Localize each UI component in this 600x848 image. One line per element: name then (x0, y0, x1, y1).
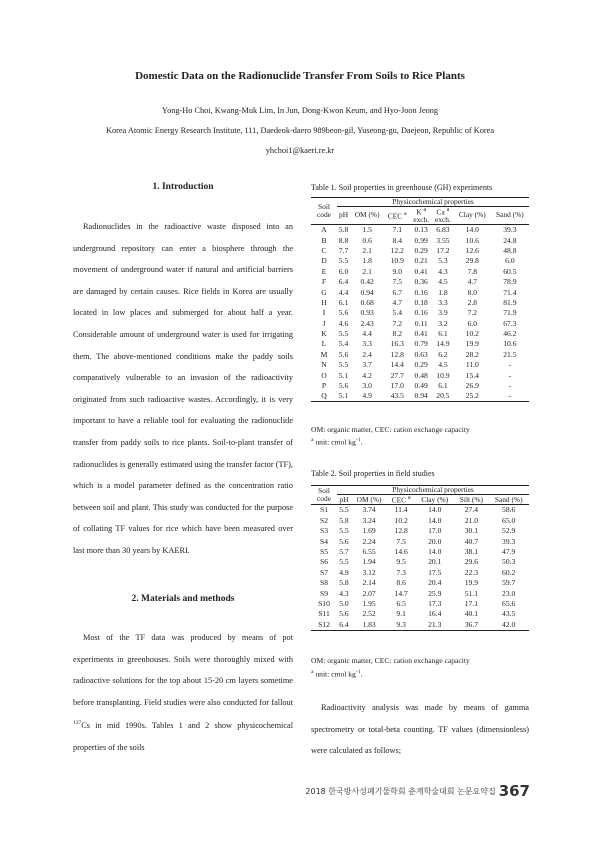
table-cell: 17.1 (464, 598, 479, 608)
table2-header-silt: Silt (%) (459, 494, 483, 504)
table-cell: 27.4 (454, 505, 488, 516)
table-cell: N (321, 360, 327, 370)
table-cell: P (321, 381, 327, 391)
table-cell: 4.7 (392, 297, 403, 307)
table-cell: 6.0 (467, 318, 478, 328)
table-cell: 29.8 (465, 256, 479, 266)
table-cell: 0.48 (414, 370, 428, 380)
table2 (311, 485, 529, 631)
table-cell: 6.0 (338, 266, 349, 276)
table-cell: 7.1 (384, 224, 410, 235)
table-cell: 5.5 (338, 360, 349, 370)
table-cell: 8.4 (392, 235, 403, 245)
table-cell: 0.29 (414, 360, 428, 370)
table-cell: S3 (319, 526, 329, 536)
table-cell: 6.4 (338, 277, 349, 287)
table-cell: 17.2 (436, 245, 450, 255)
table-cell: 25.9 (428, 588, 442, 598)
methods-text-b: Cs in mid 1990s. Tables 1 and 2 show physicochemical properties of the soils (73, 721, 293, 752)
table-cell: 71.9 (503, 308, 517, 318)
table-row (311, 287, 529, 297)
table-cell: 8.0 (467, 287, 478, 297)
table1-header-sand: Sand (%) (496, 210, 524, 220)
table-cell: 51.1 (464, 588, 479, 598)
table-cell: 5.6 (338, 349, 349, 359)
table-row (311, 339, 529, 349)
table2-header-physicochemical: Physicochemical properties (337, 486, 529, 495)
table-cell: 11.4 (387, 505, 415, 516)
table-cell: 0.16 (414, 287, 428, 297)
table1-header-clay: Clay (%) (458, 210, 486, 220)
affiliation: Korea Atomic Energy Research Institute, 111, Daedeok-daero 989beon-gil, Yuseong-gu, Daejeon, Republic of Korea (105, 126, 495, 135)
table-row (311, 235, 529, 245)
table-cell: 6.83 (432, 224, 454, 235)
table1-header-cec: CEC $^a$ (387, 210, 407, 221)
table-cell: 5.4 (392, 308, 403, 318)
table-cell: 7.3 (396, 567, 406, 577)
table2-header-cec: CEC $^a$ (391, 494, 411, 505)
table-cell: 3.2 (438, 318, 448, 328)
table-cell: 52.9 (502, 526, 516, 536)
table1-body (311, 224, 529, 402)
table-cell: 7.8 (467, 266, 478, 276)
table-cell: B (321, 235, 327, 245)
table-cell: 67.3 (503, 318, 517, 328)
footer-text: 2018 한국방사성폐기물학회 춘계학술대회 논문요약집 (305, 787, 496, 796)
table-cell: 5.6 (339, 609, 349, 619)
table-cell: 5.8 (339, 578, 349, 588)
table-cell: D (321, 256, 327, 266)
table2-caption: Table 2. Soil properties in field studies (311, 469, 435, 478)
table-cell: 7.2 (467, 308, 478, 318)
table-cell: 0.21 (414, 256, 428, 266)
methods-paragraph (73, 627, 293, 758)
table-cell: 3.55 (436, 235, 450, 245)
table-cell: 14.6 (394, 546, 408, 556)
table-cell: 5.8 (338, 225, 349, 235)
table-cell: 0.16 (414, 308, 428, 318)
table-cell: 0.93 (360, 308, 374, 318)
table-cell: 0.99 (414, 235, 428, 245)
table2-note-abbrev: OM: organic matter, CEC: cation exchange capacity (311, 656, 470, 665)
table2-header-om: OM (%) (356, 494, 382, 504)
table-cell: 60.5 (503, 266, 517, 276)
table-cell: 3.0 (362, 381, 372, 391)
table-cell: C (321, 245, 327, 255)
author-email: yhchoi1@kaeri.re.kr (265, 146, 335, 155)
table-row (311, 588, 529, 598)
table-cell: 0.63 (414, 349, 428, 359)
table-cell: 4.3 (339, 588, 349, 598)
table-cell: 24.8 (503, 235, 517, 245)
table2-header-ph: pH (339, 494, 349, 504)
table-cell: 4.7 (467, 277, 478, 287)
table-cell: 46.2 (503, 329, 517, 339)
table-cell: 47.9 (502, 546, 516, 556)
table-cell: 12.8 (390, 349, 404, 359)
table-cell: S7 (319, 567, 329, 577)
table-row (311, 246, 529, 256)
table-cell: S10 (318, 598, 330, 608)
table-cell: 0.41 (414, 329, 428, 339)
table-cell: 5.1 (338, 370, 349, 380)
paper-title: Domestic Data on the Radionuclide Transfer From Soils to Rice Plants (135, 70, 465, 82)
table-cell: 38.1 (464, 546, 479, 556)
table-cell: S4 (319, 536, 329, 546)
table-row (311, 526, 529, 536)
table-cell: 19.9 (464, 578, 479, 588)
table-cell: J (322, 318, 326, 328)
table-cell: 28.2 (465, 349, 479, 359)
table-cell: S2 (319, 515, 329, 525)
table-cell: 5.5 (338, 256, 349, 266)
table-cell: S5 (319, 546, 329, 556)
table-cell: M (320, 349, 328, 359)
table-row (311, 515, 529, 525)
table-cell: 6.2 (438, 349, 448, 359)
table-row (311, 391, 529, 402)
table-cell: 17.3 (428, 598, 442, 608)
table-cell: 9.1 (396, 609, 406, 619)
table-cell: 9.0 (392, 266, 403, 276)
table1-header-ca: Ca $^a$ exch. (435, 206, 451, 224)
table-cell: L (321, 339, 327, 349)
table-cell: 1.94 (362, 557, 376, 567)
table-cell: 14.9 (436, 339, 450, 349)
table-cell: - (508, 391, 512, 401)
table-cell: 58.6 (488, 505, 529, 516)
table-cell: 2.8 (467, 297, 478, 307)
table-cell: S6 (319, 557, 329, 567)
table1-header-om: OM (%) (354, 210, 380, 220)
table-cell: 65.0 (502, 515, 516, 525)
table-cell: 8.8 (338, 235, 349, 245)
table-cell: 30.1 (464, 526, 479, 536)
table-cell: 9.5 (396, 557, 406, 567)
table-row (311, 308, 529, 318)
table-cell: 17.0 (428, 526, 442, 536)
table-cell: 15.4 (465, 370, 479, 380)
table-cell: F (321, 277, 327, 287)
table-cell: 0.36 (414, 277, 428, 287)
table-cell: 2.4 (362, 349, 372, 359)
table-row (311, 505, 529, 516)
table2-header-soil-code: Soil code (317, 486, 331, 503)
table-cell: 6.7 (392, 287, 403, 297)
table-cell: O (321, 370, 327, 380)
table-cell: 36.7 (464, 619, 479, 629)
table-cell: 5.6 (339, 536, 349, 546)
table-cell: S11 (318, 609, 330, 619)
table-cell: 4.9 (339, 567, 349, 577)
table-cell: 2.1 (362, 266, 372, 276)
table-cell: 1.83 (362, 619, 376, 629)
table2-body (311, 505, 529, 631)
table-cell: 39.3 (491, 224, 529, 235)
table-cell: 5.4 (338, 339, 349, 349)
table-cell: K (321, 329, 327, 339)
table-cell: 5.8 (339, 515, 349, 525)
table-cell: 42.0 (502, 619, 516, 629)
table-cell: 2.07 (362, 588, 376, 598)
table-cell: 5.5 (339, 526, 349, 536)
table-row (311, 329, 529, 339)
table-cell: 2.52 (362, 609, 376, 619)
table-cell: - (508, 370, 512, 380)
table-cell: 25.2 (465, 391, 479, 401)
table-row (311, 349, 529, 359)
table-cell: 16.4 (428, 609, 442, 619)
table-cell: 3.7 (362, 360, 372, 370)
table-cell: 0.42 (360, 277, 374, 287)
intro-heading: 1. Introduction (152, 182, 214, 192)
table-cell: 6.5 (396, 598, 406, 608)
table-cell: S8 (319, 578, 329, 588)
table-row (311, 298, 529, 308)
table-cell: 0.29 (414, 245, 428, 255)
table-cell: 1.5 (350, 224, 384, 235)
table-cell: G (321, 287, 327, 297)
table-cell: 9.3 (396, 619, 406, 629)
table-cell: 5.1 (338, 391, 349, 401)
table-cell: 19.9 (465, 339, 479, 349)
table-row (311, 381, 529, 391)
table-cell: 1.95 (362, 598, 376, 608)
table-cell: Q (321, 391, 327, 401)
table-cell: 5.5 (338, 329, 349, 339)
table-cell: 14.0 (428, 546, 442, 556)
table-cell: 5.5 (337, 505, 351, 516)
table2-note-unit: $^a$ unit: cmol $kg^{-1}$. (311, 669, 363, 679)
table2-header-clay: Clay (%) (421, 494, 449, 504)
table-cell: 3.3 (362, 339, 372, 349)
table-cell: 1.8 (438, 287, 448, 297)
table-cell: 14.0 (428, 515, 442, 525)
table-cell: 1.8 (362, 256, 372, 266)
table-cell: 0.94 (360, 287, 374, 297)
table-cell: 4.2 (362, 370, 372, 380)
table1-header-k: K $^a$ exch. (413, 206, 430, 224)
table-cell: 21.3 (428, 619, 442, 629)
table2-header-sand: Sand (%) (494, 494, 523, 504)
table-cell: 5.6 (338, 308, 349, 318)
table-cell: - (508, 360, 512, 370)
table-cell: 71.4 (503, 287, 517, 297)
table-cell: 14.0 (454, 224, 491, 235)
table-cell: 20.0 (428, 536, 442, 546)
table-cell: 14.4 (390, 360, 404, 370)
table-cell: 5.0 (339, 598, 349, 608)
page-footer (305, 782, 530, 800)
intro-paragraph: Radionuclides in the radioactive waste disposed into an underground repository can enter a biosphere through the movement of underground water if natural and artificial barriers are damaged by certain causes. Rice fields in Korea are usually located in low places and submerged for about half a year. Considerable amount of underground water is used for irrigating them. The above-mentioned conditions make the paddy soils comparatively vulnerable to an invasion of the radioactivity originated from such radioactive wastes. Accordingly, it is very important to have a reliable tool for evaluating the radionuclide transfer from paddy soils to rice plants. Soil-to-plant transfer of radionuclides is generally estimated using the transfer factor (TF), which is a model parameter defined as the concentration ratio between soil and plant. This study was conducted for the purpose of collating TF values for rice which have been measured over last more than 30 years by KAERI. (73, 222, 293, 555)
table-cell: 29.6 (464, 557, 479, 567)
table-cell: 60.2 (502, 567, 516, 577)
table-row (311, 370, 529, 380)
table-cell: 3.74 (351, 505, 387, 516)
table-cell: 27.7 (390, 370, 404, 380)
table-cell: 40.1 (464, 609, 479, 619)
table-cell: 22.3 (464, 567, 479, 577)
table-cell: 11.0 (465, 360, 479, 370)
table-cell: 10.6 (503, 339, 517, 349)
table-cell: 26.9 (465, 381, 479, 391)
table-row (311, 256, 529, 266)
table-cell: 0.41 (414, 266, 428, 276)
table1-caption: Table 1. Soil properties in greenhouse (GH) experiments (311, 183, 493, 192)
table-cell: 43.5 (390, 391, 404, 401)
table-cell: 5.3 (438, 256, 448, 266)
table-cell: 3.3 (438, 297, 448, 307)
table-cell: 7.5 (396, 536, 406, 546)
table-cell: 2.43 (360, 318, 374, 328)
isotope-mass-number: 137 (73, 720, 82, 727)
table-row (311, 619, 529, 630)
table-row (311, 224, 529, 235)
table-cell: 0.49 (414, 381, 428, 391)
table-cell: 5.7 (339, 546, 349, 556)
table-row (311, 266, 529, 276)
table-cell: E (321, 266, 327, 276)
table-cell: 12.8 (394, 526, 408, 536)
table-cell: 59.7 (502, 578, 516, 588)
table-cell: 7.7 (338, 245, 349, 255)
table-cell: 4.5 (438, 360, 448, 370)
table-cell: 0.18 (414, 297, 428, 307)
table-cell: I (322, 308, 326, 318)
table-cell: 78.9 (503, 277, 517, 287)
table-cell: A (311, 224, 337, 235)
table-row (311, 536, 529, 546)
table1-note-abbrev: OM: organic matter, CEC: cation exchange capacity (311, 425, 470, 434)
table-row (311, 567, 529, 577)
table-row (311, 547, 529, 557)
table-cell: 6.55 (362, 546, 376, 556)
table1 (311, 197, 529, 402)
table-cell: 2.1 (362, 245, 372, 255)
table-cell: 6.0 (505, 256, 515, 266)
table-cell: 0.13 (410, 224, 432, 235)
table-cell: 17.5 (428, 567, 442, 577)
table-cell: 16.3 (390, 339, 404, 349)
table-cell: 4.4 (362, 329, 372, 339)
table-row (311, 360, 529, 370)
table-cell: 23.0 (502, 588, 516, 598)
table-cell: 40.7 (464, 536, 479, 546)
table-cell: 6.1 (438, 381, 448, 391)
table-cell: 8.2 (392, 329, 403, 339)
page-number: 367 (498, 782, 530, 800)
table-cell: - (508, 381, 512, 391)
table-cell: 81.9 (503, 297, 517, 307)
table-row (311, 557, 529, 567)
table-cell: 10.2 (394, 515, 408, 525)
table-cell: 48.8 (503, 245, 517, 255)
table-cell: 10.9 (436, 370, 450, 380)
table-cell: 10.2 (465, 329, 479, 339)
methods-heading: 2. Materials and methods (131, 594, 235, 604)
table-cell: 1.69 (362, 526, 376, 536)
table-cell: 14.0 (415, 505, 454, 516)
table-cell: 20.5 (436, 391, 450, 401)
table-row (311, 599, 529, 609)
table-cell: 10.6 (465, 235, 479, 245)
table-cell: S12 (318, 619, 330, 629)
table-cell: 21.5 (503, 349, 517, 359)
table-cell: 0.68 (360, 297, 374, 307)
table1-note-unit: $^a$ unit: cmol $kg^{-1}$. (311, 437, 363, 447)
analysis-paragraph: Radioactivity analysis was made by means of gamma spectrometry or total-beta counting. TF values (dimensionless) were calculated as follows; (311, 703, 529, 756)
table-cell: 4.6 (338, 318, 349, 328)
methods-text-a: Most of the TF data was produced by means of pot experiments in greenhouses. Soils were thoroughly mixed with radioactive solutions for the top about 15-20 cm layers sometime before transplanting. Field studies were also conducted for fallout (73, 633, 293, 707)
table-cell: 43.5 (502, 609, 516, 619)
table1-header-physicochemical: Physicochemical properties (337, 198, 529, 207)
table-cell: S1 (311, 505, 337, 516)
table-cell: 39.3 (502, 536, 516, 546)
table-cell: 5.5 (339, 557, 349, 567)
table-cell: 3.24 (362, 515, 376, 525)
table-cell: 6.1 (338, 297, 349, 307)
table-cell: 10.9 (390, 256, 404, 266)
table-cell: 4.9 (362, 391, 372, 401)
table-cell: 4.3 (438, 266, 448, 276)
table-row (311, 609, 529, 619)
table-cell: 20.4 (428, 578, 442, 588)
table-cell: 0.11 (414, 318, 428, 328)
table-cell: 7.5 (392, 277, 403, 287)
table-cell: 14.7 (394, 588, 408, 598)
table1-header-soil-code: Soil code (317, 202, 331, 219)
table-cell: 2.24 (362, 536, 376, 546)
table-row (311, 318, 529, 328)
table-cell: 20.1 (428, 557, 442, 567)
table1-header-ph: pH (339, 210, 349, 220)
author-list: Yong-Ho Choi, Kwang-Muk Lim, In Jun, Dong-Kwon Keum, and Hyo-Joon Jeong (161, 106, 439, 115)
table-cell: 12.6 (465, 245, 479, 255)
table-cell: 0.79 (414, 339, 428, 349)
table-cell: 4.4 (338, 287, 349, 297)
table-cell: S9 (319, 588, 329, 598)
table-cell: 2.14 (362, 578, 376, 588)
table-cell: 4.5 (438, 277, 448, 287)
table-cell: 8.6 (396, 578, 406, 588)
table-cell: 12.2 (390, 245, 404, 255)
table-cell: 7.2 (392, 318, 403, 328)
table-cell: 5.6 (338, 381, 349, 391)
table-row (311, 578, 529, 588)
table-cell: 6.1 (438, 329, 448, 339)
table-cell: 65.6 (502, 598, 516, 608)
table-cell: 0.6 (362, 235, 372, 245)
table-cell: 0.94 (414, 391, 428, 401)
table-cell: H (321, 297, 327, 307)
table-cell: 21.0 (464, 515, 479, 525)
table-cell: 50.3 (502, 557, 516, 567)
table-cell: 3.12 (362, 567, 376, 577)
table-cell: 6.4 (339, 619, 349, 629)
table-row (311, 277, 529, 287)
table-cell: 17.0 (390, 381, 404, 391)
table-cell: 3.9 (438, 308, 448, 318)
